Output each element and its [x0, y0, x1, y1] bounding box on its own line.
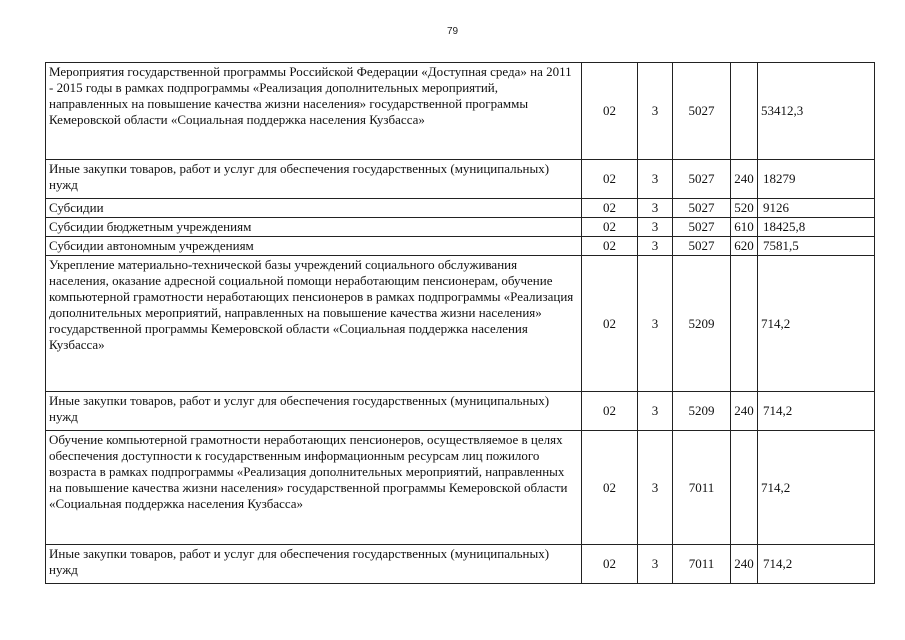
row-subsection: 3 [638, 545, 673, 584]
row-name: Субсидии бюджетным учреждениям [46, 218, 582, 237]
row-target: 5027 [673, 63, 731, 160]
row-section: 02 [582, 63, 638, 160]
row-target: 5209 [673, 392, 731, 431]
row-expense-type [731, 63, 758, 160]
row-section: 02 [582, 199, 638, 218]
row-amount: 18279 [758, 160, 875, 199]
row-section: 02 [582, 218, 638, 237]
row-amount: 18425,8 [758, 218, 875, 237]
table-row [46, 218, 875, 237]
row-section: 02 [582, 392, 638, 431]
row-name: Субсидии автономным учреждениям [46, 237, 582, 256]
row-target: 5209 [673, 256, 731, 392]
row-target: 5027 [673, 199, 731, 218]
row-target: 7011 [673, 431, 731, 545]
row-subsection: 3 [638, 218, 673, 237]
table-row [46, 160, 875, 199]
row-expense-type: 520 [731, 199, 758, 218]
row-amount: 714,2 [758, 431, 875, 545]
row-target: 5027 [673, 218, 731, 237]
row-amount: 7581,5 [758, 237, 875, 256]
row-name: Обучение компьютерной грамотности неработающих пенсионеров, осуществляемое в целях обеспечения доступности к государственным информационным ресурсам лиц пожилого возраста в рамках подпрограммы «Реализация дополнительных мероприятий, направленных на повышение качества жизни населения» государственной программы Кемеровской области «Социальная поддержка населения Кузбасса» [46, 431, 582, 545]
page-number: 79 [446, 26, 459, 37]
row-expense-type: 610 [731, 218, 758, 237]
table-row [46, 392, 875, 431]
row-name: Иные закупки товаров, работ и услуг для обеспечения государственных (муниципальных) нужд [46, 160, 582, 199]
row-expense-type: 240 [731, 392, 758, 431]
row-name: Субсидии [46, 199, 582, 218]
table-row [46, 256, 875, 392]
row-amount: 714,2 [758, 545, 875, 584]
table-row [46, 237, 875, 256]
row-target: 7011 [673, 545, 731, 584]
table-row [46, 545, 875, 584]
row-amount: 714,2 [758, 392, 875, 431]
row-name: Мероприятия государственной программы Российской Федерации «Доступная среда» на 2011 - 2015 годы в рамках подпрограммы «Реализация дополнительных мероприятий, направленных на повышение качества жизни населения» государственной программы Кемеровской области «Социальная поддержка населения Кузбасса» [46, 63, 582, 160]
row-subsection: 3 [638, 199, 673, 218]
row-section: 02 [582, 160, 638, 199]
row-subsection: 3 [638, 256, 673, 392]
table-row [46, 431, 875, 545]
row-subsection: 3 [638, 237, 673, 256]
row-target: 5027 [673, 237, 731, 256]
row-expense-type: 240 [731, 160, 758, 199]
row-expense-type [731, 431, 758, 545]
table-row [46, 199, 875, 218]
row-expense-type [731, 256, 758, 392]
row-amount: 53412,3 [758, 63, 875, 160]
row-amount: 9126 [758, 199, 875, 218]
row-target: 5027 [673, 160, 731, 199]
row-expense-type: 620 [731, 237, 758, 256]
budget-table [45, 62, 875, 584]
row-amount: 714,2 [758, 256, 875, 392]
row-subsection: 3 [638, 63, 673, 160]
row-section: 02 [582, 545, 638, 584]
row-name: Иные закупки товаров, работ и услуг для обеспечения государственных (муниципальных) нужд [46, 392, 582, 431]
row-name: Иные закупки товаров, работ и услуг для обеспечения государственных (муниципальных) нужд [46, 545, 582, 584]
row-subsection: 3 [638, 431, 673, 545]
row-section: 02 [582, 256, 638, 392]
table-row [46, 63, 875, 160]
row-section: 02 [582, 237, 638, 256]
row-section: 02 [582, 431, 638, 545]
row-name: Укрепление материально-технической базы учреждений социального обслуживания населения, оказание адресной социальной помощи неработающим пенсионерам, обучение компьютерной грамотности неработающих пенсионеров в рамках подпрограммы «Реализация дополнительных мероприятий, направленных на повышение качества жизни населения» государственной программы Кемеровской области «Социальная поддержка населения Кузбасса» [46, 256, 582, 392]
row-subsection: 3 [638, 160, 673, 199]
row-expense-type: 240 [731, 545, 758, 584]
row-subsection: 3 [638, 392, 673, 431]
